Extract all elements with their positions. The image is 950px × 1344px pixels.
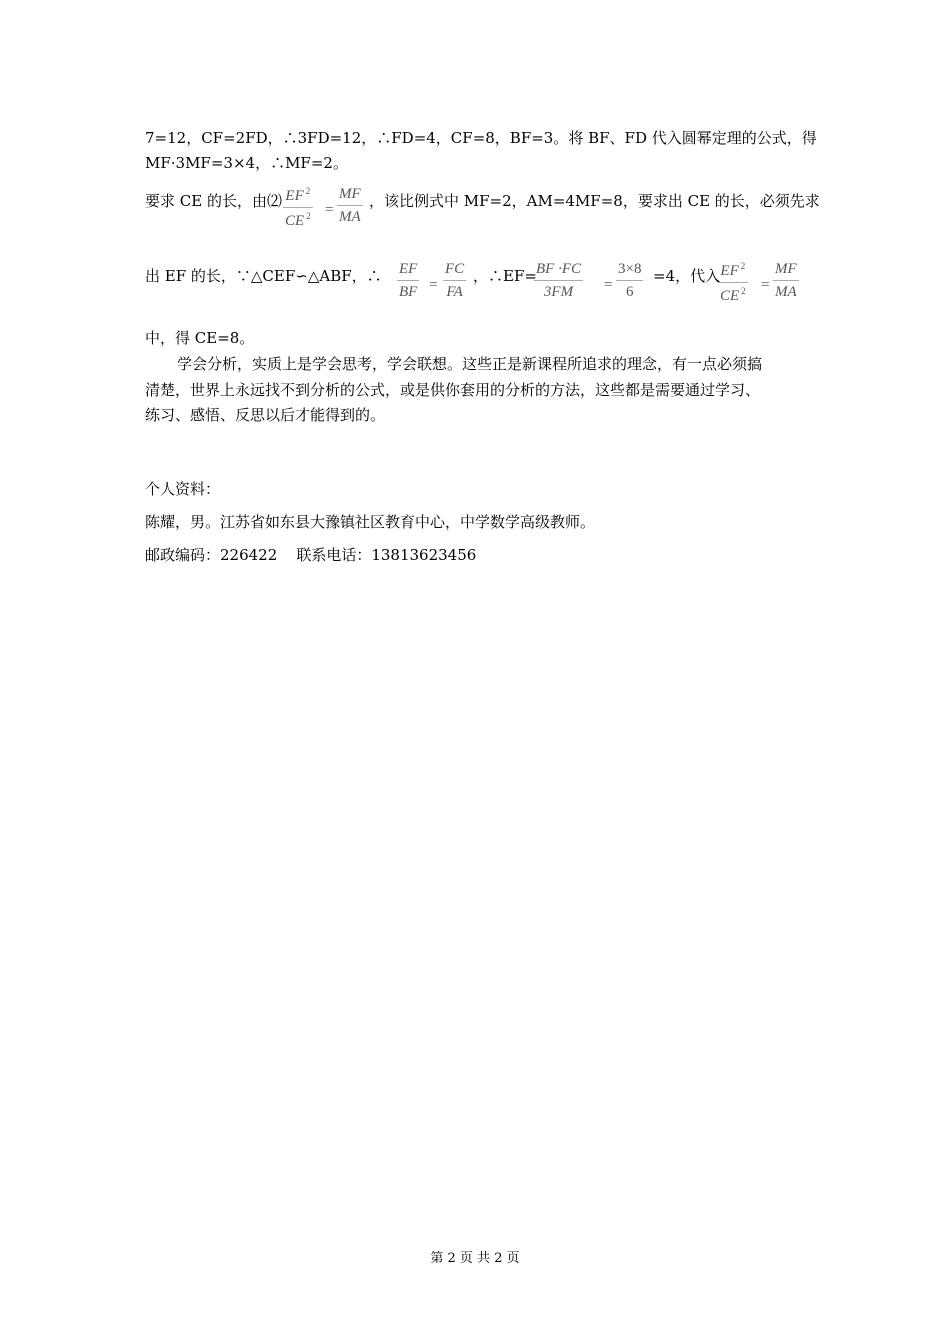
text-line: ，∴EF= — [473, 267, 537, 285]
profile-bio: 陈耀，男。江苏省如东县大豫镇社区教育中心，中学数学高级教师。 — [145, 513, 596, 531]
text-line: ，该比例式中 MF=2，AM=4MF=8，要求出 CE 的长，必须先求 — [369, 192, 820, 210]
fraction-mf-ma: MF MA — [775, 261, 797, 300]
page-footer: 第 2 页 共 2 页 — [430, 1251, 520, 1266]
profile-contact: 邮政编码：226422 联系电话：13813623456 — [145, 546, 477, 564]
equals-sign: = — [604, 277, 613, 293]
fraction-mf-ma: MF MA — [339, 186, 361, 225]
equals-sign: = — [429, 277, 438, 293]
fraction-ef2-ce2: EF $^2$ CE $^2$ — [285, 186, 311, 229]
fraction-fc-fa: FC FA — [445, 261, 465, 300]
fraction-bf-fc-3fm: BF ·FC 3FM — [536, 261, 581, 300]
fraction-ef2-ce2: EF $^2$ CE $^2$ — [720, 261, 746, 304]
text-line: 7=12，CF=2FD，∴3FD=12，∴FD=4，CF=8，BF=3。将 BF、FD 代入圆幂定理的公式，得 — [145, 129, 817, 147]
profile-heading: 个人资料： — [145, 480, 221, 498]
text-line: 要求 CE 的长，由⑵ — [145, 192, 282, 210]
fraction-3x8-6: 3×8 6 — [618, 261, 642, 300]
text-line: =4，代入 — [653, 267, 721, 285]
paragraph-line: 练习、感悟、反思以后才能得到的。 — [145, 406, 386, 424]
equals-sign: = — [325, 202, 334, 218]
text-line: 中，得 CE=8。 — [145, 329, 255, 347]
equals-sign: = — [761, 277, 770, 293]
paragraph-line: 学会分析，实质上是学会思考，学会联想。这些正是新课程所追求的理念，有一点必须搞 — [177, 355, 763, 373]
text-line: 出 EF 的长，∵△CEF∽△ABF，∴ — [145, 267, 382, 285]
fraction-ef-bf: EF BF — [399, 261, 418, 300]
paragraph-line: 清楚，世界上永远找不到分析的公式，或是供你套用的分析的方法，这些都是需要通过学习、 — [145, 381, 761, 399]
text-line: MF·3MF=3×4，∴MF=2。 — [145, 154, 348, 172]
